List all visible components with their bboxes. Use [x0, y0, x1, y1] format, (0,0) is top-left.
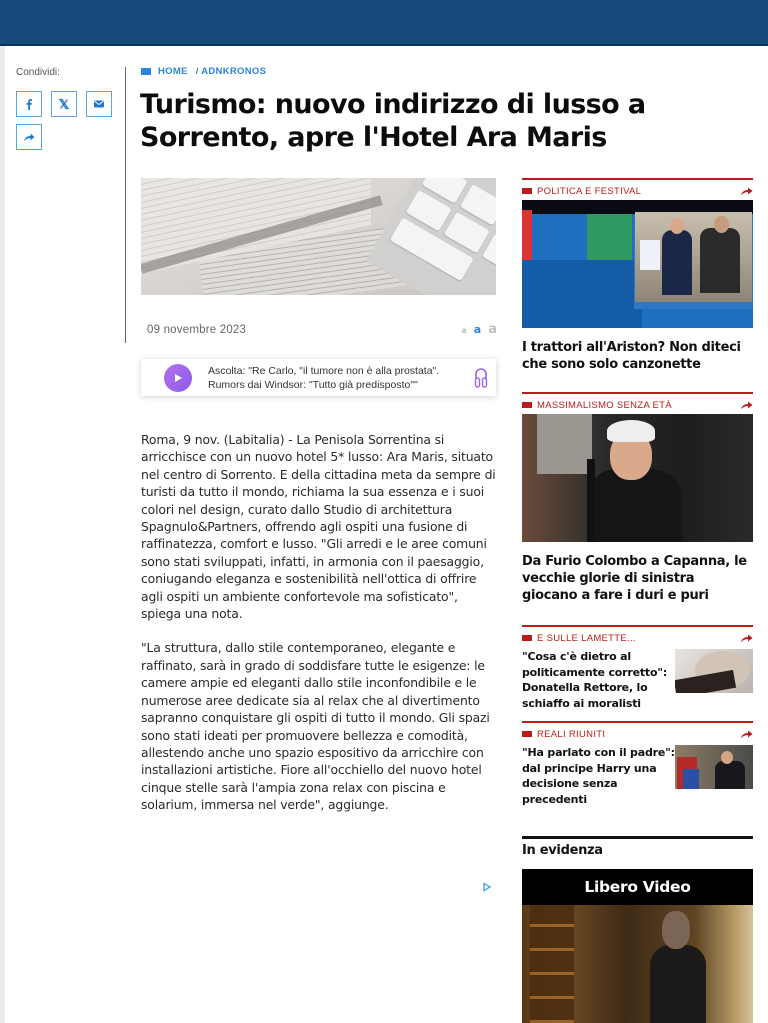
- card-thumbnail[interactable]: [675, 745, 753, 789]
- article-date: 09 novembre 2023: [147, 323, 247, 336]
- breadcrumb-marker-icon: [141, 68, 151, 75]
- adchoices-icon[interactable]: [482, 882, 492, 892]
- share-arrow-icon[interactable]: [741, 729, 753, 739]
- section-header: [522, 178, 753, 198]
- share-label: Condividi:: [16, 67, 60, 78]
- audio-play-button[interactable]: [164, 364, 192, 392]
- section-label: POLITICA E FESTIVAL: [537, 185, 642, 197]
- sidebar-small-card[interactable]: [522, 721, 753, 807]
- video-widget-title: Libero Video: [522, 869, 753, 905]
- card-thumbnail[interactable]: [675, 649, 753, 693]
- card-title-link[interactable]: I trattori all'Ariston? Non diteci che sono solo canzonette: [522, 340, 741, 372]
- evidenza-divider: [522, 836, 753, 839]
- breadcrumb-adnkronos-link[interactable]: / ADNKRONOS: [195, 66, 267, 77]
- section-header: [522, 392, 753, 412]
- card-image[interactable]: [522, 200, 753, 328]
- site-header-bar: [0, 0, 768, 46]
- article-paragraph: "La struttura, dallo stile contemporaneo, elegante e raffinato, sarà in grado di soddisfare tutte le esigenze: le camere ampie ed eleganti dallo stile inconfondibile e le numerose aree dedicate sia al relax che al divertimento sapranno conquistare gli ospiti di tutto il mondo. Gli spazi sono stati ideati per promuovere bellezza e comodità, allestendo anche uno spazio espositivo da arricchire con installazioni artistiche. Fiore all'occhiello del nuovo hotel cinque stelle sarà l'ampia zona relax con piscina e solarium, immersa nel verde", aggiunge.: [141, 640, 490, 813]
- section-label: REALI RIUNITI: [537, 728, 606, 740]
- video-player-frame[interactable]: [522, 905, 753, 1023]
- article-body: [141, 431, 499, 831]
- share-arrow-icon[interactable]: [741, 186, 753, 196]
- font-size-medium-button[interactable]: a: [473, 323, 482, 336]
- section-label: MASSIMALISMO SENZA ETÀ: [537, 399, 672, 411]
- x-icon: [58, 98, 70, 110]
- mail-icon: [93, 98, 105, 110]
- section-marker-icon: [522, 731, 532, 737]
- section-header: [522, 721, 753, 741]
- share-divider: [125, 67, 126, 343]
- card-image[interactable]: [522, 414, 753, 542]
- sidebar-card[interactable]: [522, 392, 753, 604]
- article-paragraph: Roma, 9 nov. (Labitalia) - La Penisola Sorrentina si arricchisce con un nuovo hotel 5* lusso: Ara Maris, situato nel centro di Sorrento. E della cittadina meta da sempre di turisti da tutto il mondo, richiama la sua essenza e i suoi colori nel design, curato dallo Studio di architettura Spagnulo&Partners, offrendo agli ospiti una fusione di raffinatezza, comfort e lusso. "Gli arredi e le aree comuni sono stati sviluppati, infatti, in armonia con il paesaggio, coniugando eleganza e sostenibilità nell'ottica di offrire agli ospiti un ambiente confortevole ma sofisticato", spiega una nota.: [141, 432, 496, 622]
- facebook-icon: [23, 98, 35, 110]
- headphones-icon[interactable]: [474, 367, 488, 389]
- audio-player: [141, 359, 496, 396]
- font-size-large-button[interactable]: a: [488, 322, 497, 337]
- section-label: E SULLE LAMETTE...: [537, 632, 636, 644]
- share-email-button[interactable]: [86, 91, 112, 117]
- share-x-button[interactable]: [51, 91, 77, 117]
- share-native-button[interactable]: [16, 124, 42, 150]
- font-size-small-button[interactable]: a: [461, 326, 467, 335]
- article-meta: [147, 322, 497, 337]
- share-panel: [16, 67, 116, 150]
- sidebar-small-card[interactable]: [522, 625, 753, 711]
- share-arrow-icon: [23, 131, 35, 143]
- font-size-controls: [461, 322, 497, 337]
- breadcrumb-home-link[interactable]: HOME: [158, 66, 188, 77]
- section-marker-icon: [522, 635, 532, 641]
- share-arrow-icon[interactable]: [741, 400, 753, 410]
- sidebar: [522, 178, 753, 807]
- article-hero-image: [141, 178, 496, 295]
- share-arrow-icon[interactable]: [741, 633, 753, 643]
- audio-title: Ascolta: "Re Carlo, "il tumore non è alla prostata". Rumors dai Windsor: "Tutto già predisposto"": [208, 364, 440, 391]
- card-title-link[interactable]: "Ha parlato con il padre": dal principe Harry una decisione senza precedenti: [522, 746, 675, 806]
- libero-video-widget[interactable]: [522, 869, 753, 1023]
- section-marker-icon: [522, 402, 532, 408]
- share-facebook-button[interactable]: [16, 91, 42, 117]
- sidebar-card[interactable]: [522, 178, 753, 373]
- page-left-gutter: [0, 46, 5, 1023]
- card-title-link[interactable]: Da Furio Colombo a Capanna, le vecchie glorie di sinistra giocano a fare i duri e puri: [522, 554, 747, 603]
- section-marker-icon: [522, 188, 532, 194]
- article-title: Turismo: nuovo indirizzo di lusso a Sorrento, apre l'Hotel Ara Maris: [140, 89, 646, 153]
- breadcrumb: [141, 66, 266, 77]
- section-header: [522, 625, 753, 645]
- card-title-link[interactable]: "Cosa c'è dietro al politicamente corretto": Donatella Rettore, lo schiaffo ai moralisti: [522, 650, 668, 710]
- evidenza-heading: In evidenza: [522, 843, 603, 858]
- play-icon: [173, 373, 183, 383]
